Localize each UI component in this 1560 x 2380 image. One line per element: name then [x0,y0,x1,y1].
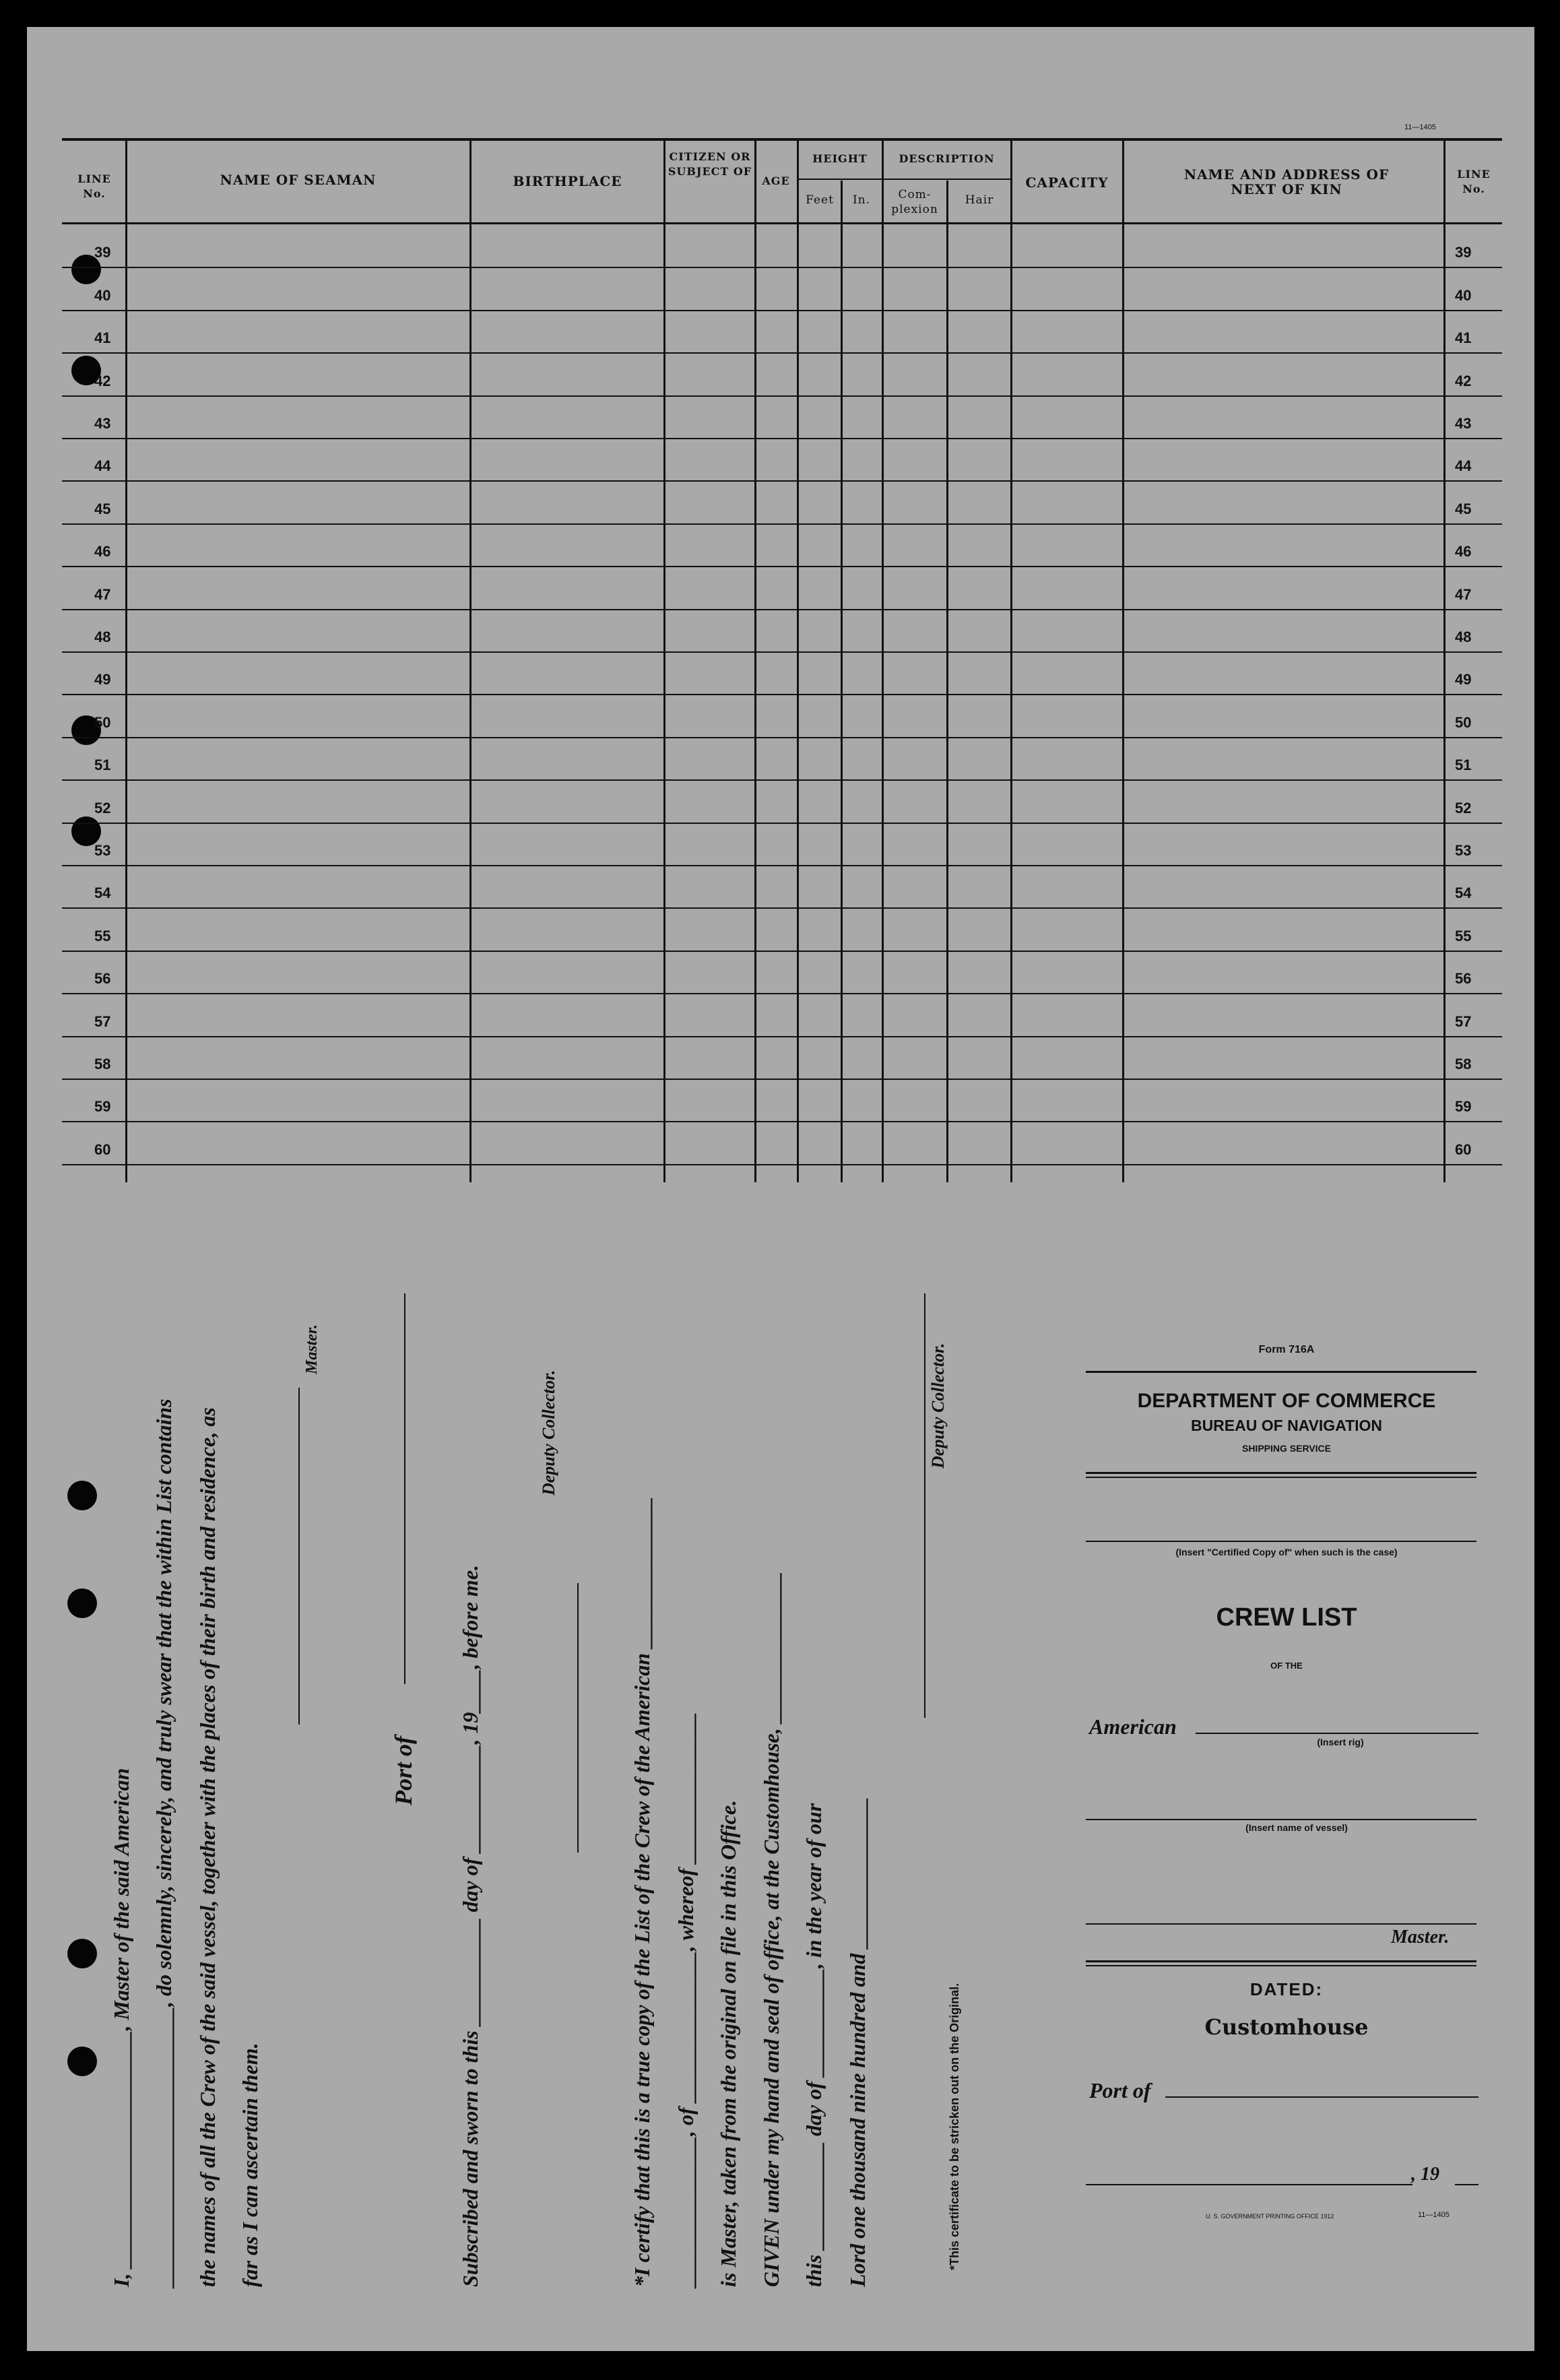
col-line [754,138,756,1182]
row-number-right: 58 [1455,1056,1472,1072]
cover-dated: DATED: [1249,1979,1324,1999]
cover-insert-rig: (Insert rig) [1317,1737,1364,1747]
row-number-left: 53 [94,842,111,859]
row-number-right: 53 [1455,842,1472,859]
vessel-name-line [1086,1819,1476,1820]
cover-bureau: BUREAU OF NAVIGATION [1190,1417,1383,1434]
row-rule [62,1036,1502,1037]
row-number-left: 54 [94,885,111,901]
row-number-right: 41 [1455,329,1472,346]
row-number-left: 45 [94,501,111,517]
row-number-left: 56 [94,970,111,987]
header-description: DESCRIPTION [899,152,995,165]
row-number-right: 57 [1455,1013,1472,1030]
port-line [1165,2096,1478,2098]
row-rule [62,310,1502,311]
punch-hole [67,1588,97,1618]
cert-line-5: this __________ day of __________, in the year of our [802,1803,826,2287]
row-number-left: 41 [94,329,111,346]
oath-master-label: Master. [303,1324,321,1374]
row-rule [62,737,1502,738]
cert-line-3: is Master, taken from the original on file in this Office. [716,1799,740,2287]
row-number-left: 59 [94,1098,111,1115]
deputy-line-1 [577,1583,579,1853]
cover-rule-5 [1086,1965,1476,1966]
cover-title: CREW LIST [1216,1603,1357,1632]
row-rule [62,993,1502,994]
row-number-left: 51 [94,757,111,773]
col-line [1443,138,1445,1182]
row-number-right: 42 [1455,373,1472,389]
row-number-left: 55 [94,928,111,944]
oath-port-of: Port of [390,1736,417,1805]
oath-line-4: far as I can ascertain them. [238,2043,262,2287]
row-number-left: 49 [94,671,111,688]
cert-deputy-2: Deputy Collector. [928,1343,948,1469]
cert-line-4: GIVEN under my hand and seal of office, at the Customhouse, ______________ [759,1572,783,2287]
row-number-right: 48 [1455,629,1472,645]
col-line [841,181,843,1182]
col-line [663,138,665,1182]
height-desc-divider [797,179,1012,180]
cover-port-of: Port of [1089,2078,1151,2102]
cover-rule-4 [1086,1960,1476,1962]
col-line [1122,138,1124,1182]
row-rule [62,395,1502,397]
row-rule [62,480,1502,482]
cover-master: Master. [1391,1927,1450,1948]
row-number-right: 50 [1455,714,1472,731]
row-rule [62,609,1502,610]
cover-top-rule [1086,1371,1476,1373]
punch-hole [67,2047,97,2076]
header-bottom-border [62,222,1502,224]
punch-hole [67,1939,97,1968]
header-citizen: CITIZEN OR SUBJECT OF [668,150,752,178]
oath-deputy-1: Deputy Collector. [539,1370,558,1495]
cover-form-no: Form 716A [1258,1344,1315,1355]
row-rule [62,951,1502,952]
header-inches: In. [852,193,871,207]
row-rule [62,1079,1502,1080]
row-number-right: 51 [1455,757,1472,773]
row-number-right: 40 [1455,287,1472,304]
oath-line-1: I, ______________________, Master of the said American [109,1768,133,2287]
header-height: HEIGHT [812,152,868,165]
cover-insert-certified: (Insert "Certified Copy of" when such is the case) [1175,1547,1398,1557]
row-rule [62,779,1502,781]
cert-line-2: ______________, of ______________, whereof ______________ [674,1712,698,2287]
row-rule [62,907,1502,909]
cert-footnote: *This certificate to be stricken out on the Original. [948,1983,961,2270]
header-complexion: Com- plexion [891,188,938,216]
cover-dept: DEPARTMENT OF COMMERCE [1137,1390,1436,1412]
row-number-left: 42 [94,373,111,389]
punch-hole [67,1481,97,1510]
row-rule [62,438,1502,439]
row-number-left: 44 [94,457,111,474]
master-signature-line [298,1388,300,1725]
header-capacity: CAPACITY [1025,174,1109,191]
header-feet: Feet [806,193,834,207]
row-rule [62,823,1502,824]
year-line [1455,2184,1478,2185]
row-number-right: 54 [1455,885,1472,901]
deputy-line-2 [924,1293,925,1718]
rig-line [1196,1733,1478,1734]
table-top-border [62,138,1502,141]
header-birthplace: BIRTHPLACE [513,173,622,189]
row-number-right: 49 [1455,671,1472,688]
cover-service: SHIPPING SERVICE [1241,1443,1331,1454]
cover-of-the: OF THE [1270,1661,1303,1671]
row-number-left: 47 [94,586,111,603]
row-number-right: 46 [1455,543,1472,560]
col-line [797,138,799,1182]
row-number-right: 55 [1455,928,1472,944]
date-line [1086,2184,1412,2185]
header-age: AGE [762,174,790,187]
row-rule [62,566,1502,567]
row-number-right: 59 [1455,1098,1472,1115]
row-number-right: 60 [1455,1141,1472,1158]
row-number-left: 50 [94,714,111,731]
row-number-left: 60 [94,1141,111,1158]
row-rule [62,694,1502,695]
row-number-left: 48 [94,629,111,645]
row-number-right: 39 [1455,244,1472,261]
cover-printer: U. S. GOVERNMENT PRINTING OFFICE 1912 [1206,2213,1334,2220]
cert-line-1: *I certify that this is a true copy of the List of the Crew of the American ______________ [630,1496,654,2287]
row-number-right: 52 [1455,800,1472,816]
row-number-left: 58 [94,1056,111,1072]
oath-line-2: __________________________, do solemnly, sincerely, and truly swear that the within List contains [152,1398,176,2287]
header-line-no-right: LINE No. [1457,168,1491,195]
col-line [882,138,884,1182]
row-rule [62,1121,1502,1122]
row-number-right: 47 [1455,586,1472,603]
row-number-left: 40 [94,287,111,304]
row-number-right: 44 [1455,457,1472,474]
cover-rule-3 [1086,1477,1476,1478]
row-rule [62,1164,1502,1165]
row-number-left: 52 [94,800,111,816]
cover-insert-name: (Insert name of vessel) [1245,1822,1348,1833]
oath-line-3: the names of all the Crew of the said vessel, together with the places of their birth and residence, as [195,1407,220,2287]
row-number-right: 56 [1455,970,1472,987]
row-number-left: 46 [94,543,111,560]
row-number-right: 45 [1455,501,1472,517]
cover-customhouse: Customhouse [1204,2014,1369,2040]
col-line [1010,138,1012,1182]
header-hair: Hair [965,193,994,207]
row-rule [62,865,1502,866]
port-of-line [404,1293,405,1684]
col-line [469,138,472,1182]
row-number-left: 57 [94,1013,111,1030]
cert-line-6: Lord one thousand nine hundred and ______________ [845,1797,870,2287]
row-rule [62,352,1502,354]
col-line [125,138,127,1182]
form-code-top: 11—1405 [1404,123,1436,131]
row-rule [62,267,1502,268]
master-line [1086,1923,1476,1925]
header-next-of-kin: NAME AND ADDRESS OF NEXT OF KIN [1183,166,1390,197]
header-line-no: LINE No. [77,172,111,200]
row-number-right: 43 [1455,415,1472,432]
row-rule [62,523,1502,525]
cover-american: American [1089,1714,1177,1739]
cover-code-bottom: 11—1405 [1418,2211,1450,2219]
cover-nineteen: , 19 [1411,2164,1439,2185]
row-rule [62,651,1502,653]
cover-rule-2 [1086,1472,1476,1474]
row-number-left: 39 [94,244,111,261]
row-number-left: 43 [94,415,111,432]
oath-subscribed: Subscribed and sworn to this __________ day of __________, 19____, before me. [458,1564,482,2287]
header-name: NAME OF SEAMAN [220,172,377,188]
certified-copy-line [1086,1541,1476,1542]
col-line [946,181,948,1182]
